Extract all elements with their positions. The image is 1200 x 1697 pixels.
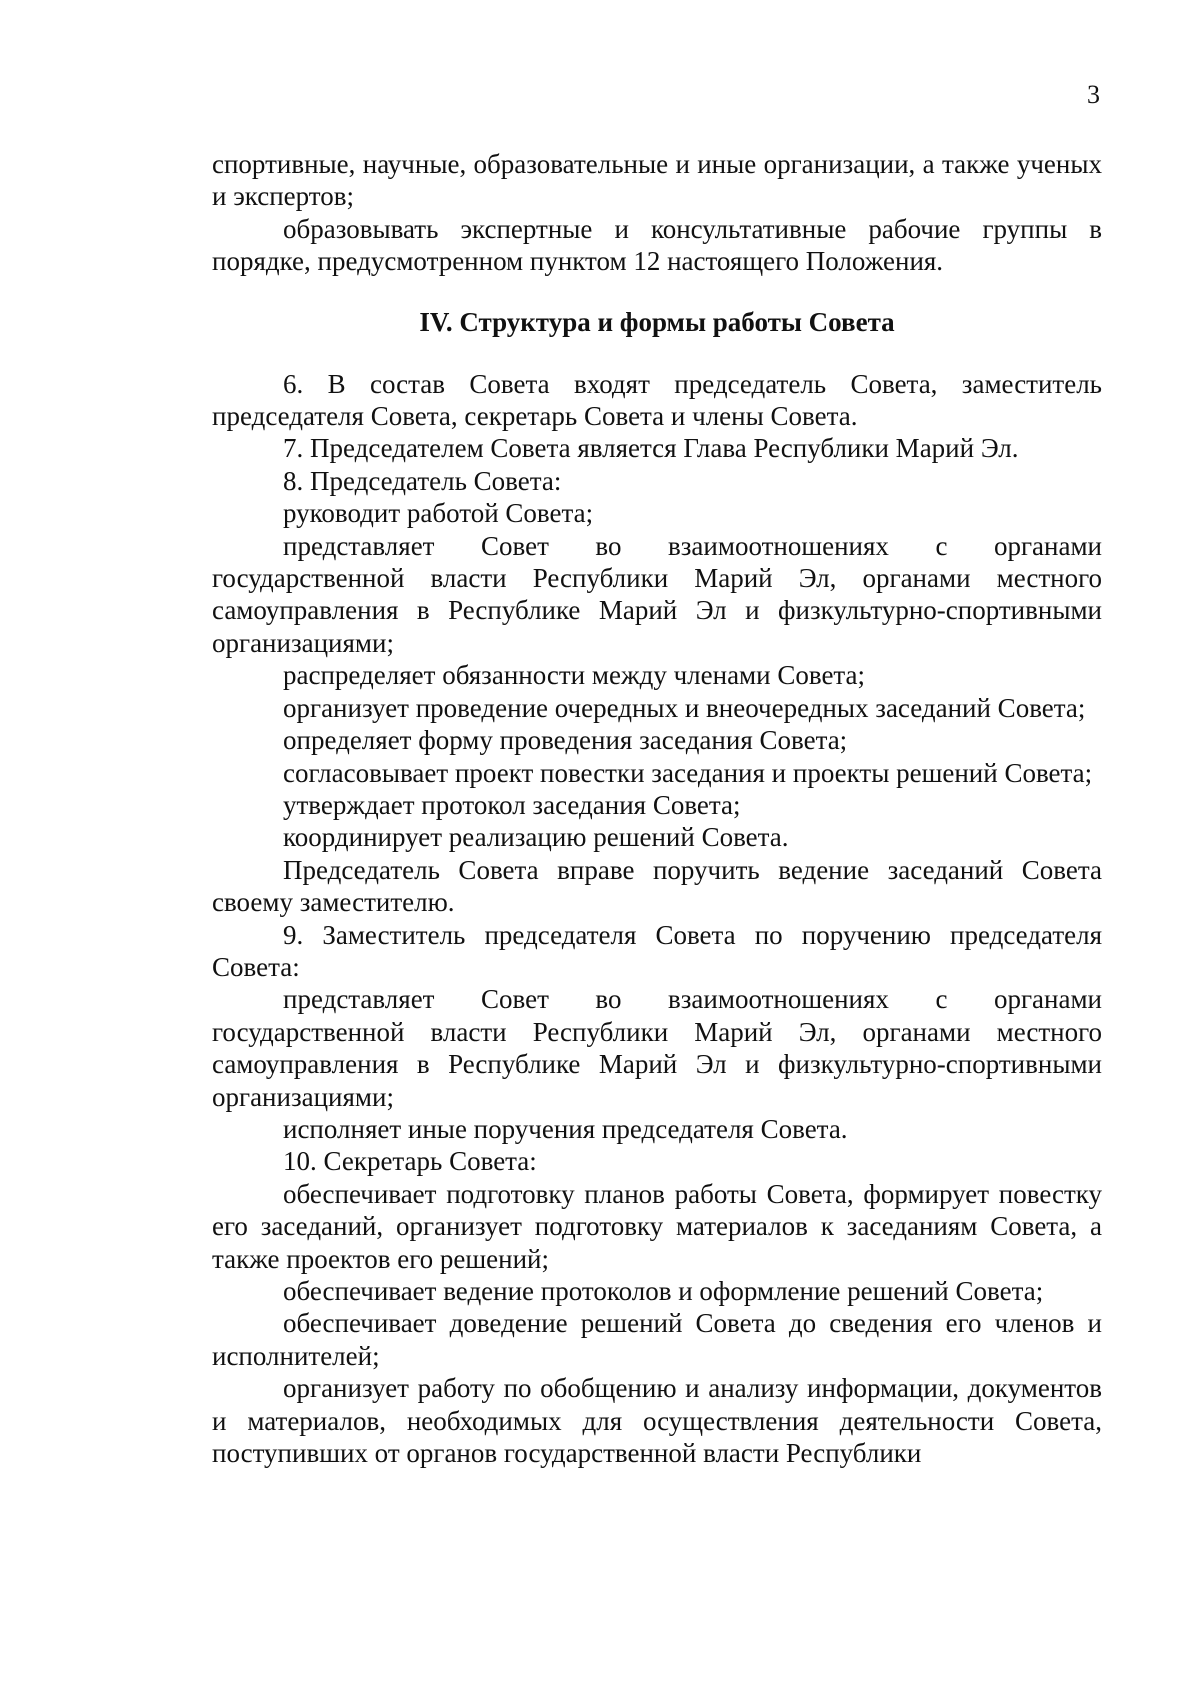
paragraph: 8. Председатель Совета: [283, 465, 562, 496]
paragraph: согласовывает проект повестки заседания и проекты решений Совета; [283, 757, 1093, 788]
paragraph: утверждает протокол заседания Совета; [283, 789, 741, 820]
paragraph: спортивные, научные, образовательные и иные организации, а также ученых и экспертов; [212, 149, 1102, 212]
paragraph: 9. Заместитель председателя Совета по поручению председателя Совета: [212, 919, 1102, 982]
paragraph: 7. Председателем Совета является Глава Республики Марий Эл. [283, 433, 1019, 464]
document-body [212, 148, 1102, 1469]
paragraph: Председатель Совета вправе поручить ведение заседаний Совета своему заместителю. [212, 854, 1102, 918]
page-number: 3 [1087, 80, 1100, 109]
paragraph: обеспечивает ведение протоколов и оформление решений Совета; [283, 1276, 1044, 1306]
section-heading: IV. Структура и формы работы Совета [419, 306, 895, 337]
paragraph: образовывать экспертные и консультативные рабочие группы в порядке, предусмотренном пунктом 12 настоящего Положения. [212, 213, 1102, 277]
paragraph: 6. В состав Совета входят председатель Совета, заместитель председателя Совета, секретарь Совета и члены Совета. [212, 368, 1102, 432]
paragraph: организует работу по обобщению и анализу информации, документов и материалов, необходимых для осуществления деятельности Совета, поступивших от органов государственной власти Республики [212, 1373, 1102, 1469]
paragraph: обеспечивает подготовку планов работы Совета, формирует повестку его заседаний, организует подготовку материалов к заседаниям Совета, а также проектов его решений; [212, 1178, 1102, 1274]
paragraph: представляет Совет во взаимоотношениях с органами государственной власти Республики Марий Эл, органами местного самоуправления в Республике Марий Эл и физкультурно-спортивными организациями; [212, 530, 1102, 658]
paragraph: руководит работой Совета; [283, 498, 594, 529]
paragraph: 10. Секретарь Совета: [283, 1146, 537, 1177]
paragraph: исполняет иные поручения председателя Совета. [283, 1113, 848, 1144]
paragraph: определяет форму проведения заседания Совета; [283, 725, 848, 756]
paragraph: обеспечивает доведение решений Совета до сведения его членов и исполнителей; [212, 1308, 1102, 1371]
paragraph: представляет Совет во взаимоотношениях с органами государственной власти Республики Марий Эл, органами местного самоуправления в Республике Марий Эл и физкультурно-спортивными организациями; [212, 984, 1102, 1112]
paragraph: распределяет обязанности между членами Совета; [283, 660, 866, 691]
paragraph: координирует реализацию решений Совета. [283, 822, 789, 853]
paragraph: организует проведение очередных и внеочередных заседаний Совета; [283, 692, 1086, 723]
